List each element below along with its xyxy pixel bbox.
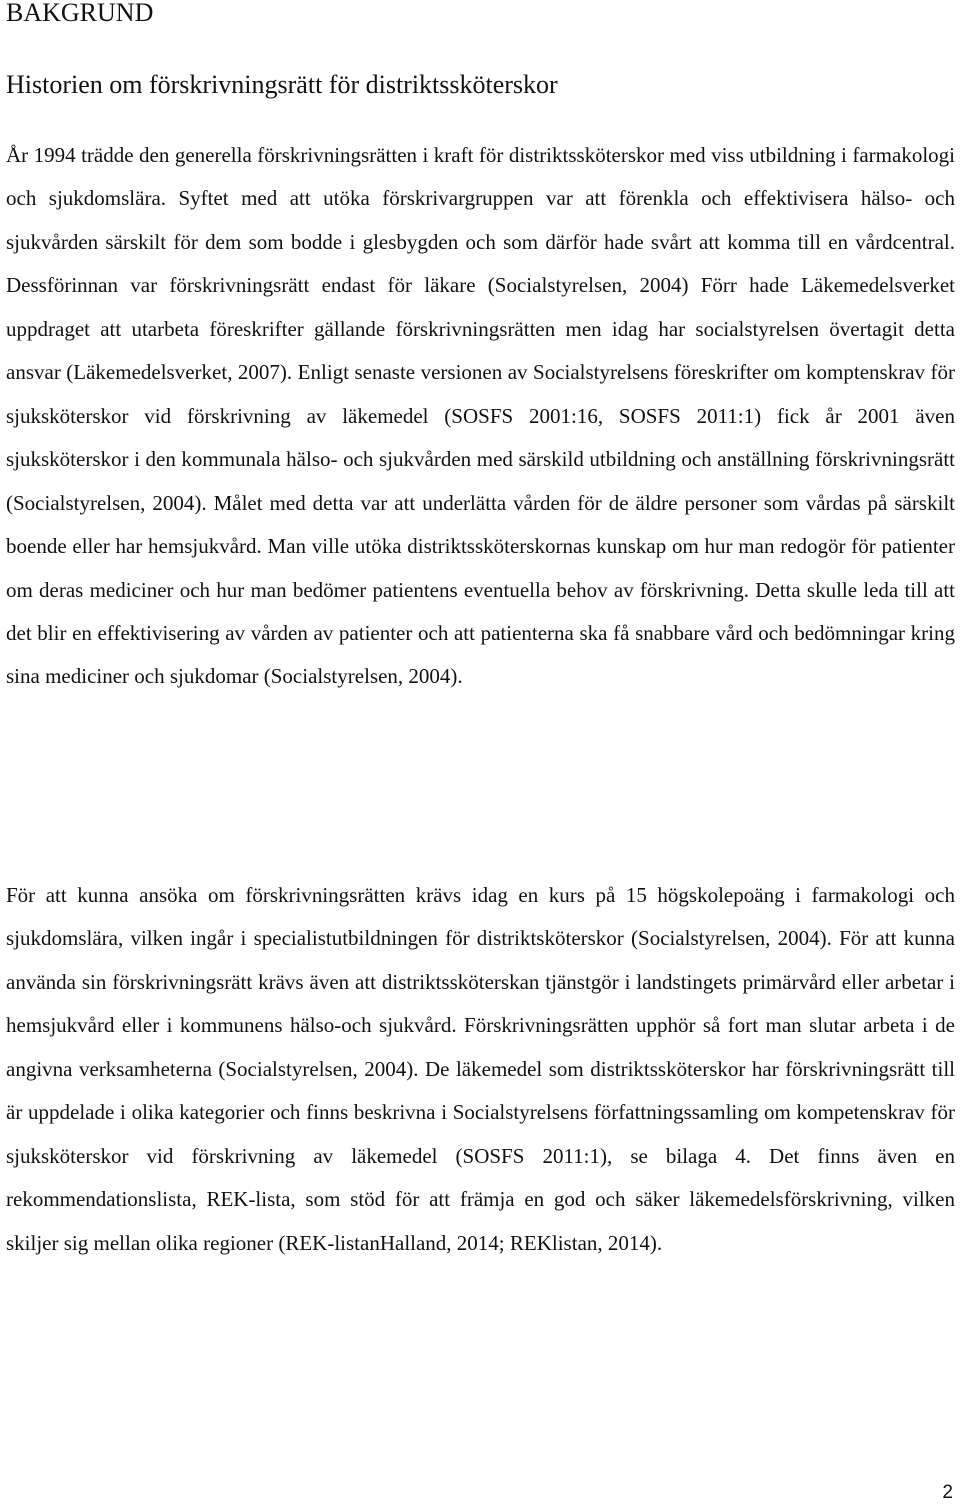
section-title: BAKGRUND (6, 0, 154, 27)
body-paragraph-2: För att kunna ansöka om förskrivningsrätten krävs idag en kurs på 15 högskolepoäng i farmakologi och sjukdomslära, vilken ingår i specialistutbildningen för distriktsköterskor (Socialstyrelsen, 2004). För att kunna använda sin förskrivningsrätt krävs även att distriktssköterskan tjänstgör i landstingets primärvård eller arbetar i hemsjukvård eller i kommunens hälso-och sjukvård. Förskrivningsrätten upphör så fort man slutar arbeta i de angivna verksamheterna (Socialstyrelsen, 2004). De läkemedel som distriktssköterskor har förskrivningsrätt till är uppdelade i olika kategorier och finns beskrivna i Socialstyrelsens författningssamling om kompetenskrav för sjuksköterskor vid förskrivning av läkemedel (SOSFS 2011:1), se bilaga 4. Det finns även en rekommendationslista, REK-lista, som stöd för att främja en god och säker läkemedelsförskrivning, vilken skiljer sig mellan olika regioner (REK-listanHalland, 2014; REKlistan, 2014). (6, 883, 955, 1255)
subsection-title: Historien om förskrivningsrätt för distriktssköterskor (6, 70, 558, 99)
page-number: 2 (942, 1482, 953, 1503)
body-paragraph-1: År 1994 trädde den generella förskrivningsrätten i kraft för distriktssköterskor med viss utbildning i farmakologi och sjukdomslära. Syftet med att utöka förskrivargruppen var att förenkla och effektivisera hälso- och sjukvården särskilt för dem som bodde i glesbygden och som därför hade svårt att komma till en vårdcentral. Dessförinnan var förskrivningsrätt endast för läkare (Socialstyrelsen, 2004) Förr hade Läkemedelsverket uppdraget att utarbeta föreskrifter gällande förskrivningsrätten men idag har socialstyrelsen övertagit detta ansvar (Läkemedelsverket, 2007). Enligt senaste versionen av Socialstyrelsens föreskrifter om komptenskrav för sjuksköterskor vid förskrivning av läkemedel (SOSFS 2001:16, SOSFS 2011:1) fick år 2001 även sjuksköterskor i den kommunala hälso- och sjukvården med särskild utbildning och anställning förskrivningsrätt (Socialstyrelsen, 2004). Målet med detta var att underlätta vården för de äldre personer som vårdas på särskilt boende eller har hemsjukvård. Man ville utöka distriktssköterskornas kunskap om hur man redogör för patienter om deras mediciner och hur man bedömer patientens eventuella behov av förskrivning. Detta skulle leda till att det blir en effektivisering av vården av patienter och att patienterna ska få snabbare vård och bedömningar kring sina mediciner och sjukdomar (Socialstyrelsen, 2004). (6, 143, 955, 689)
